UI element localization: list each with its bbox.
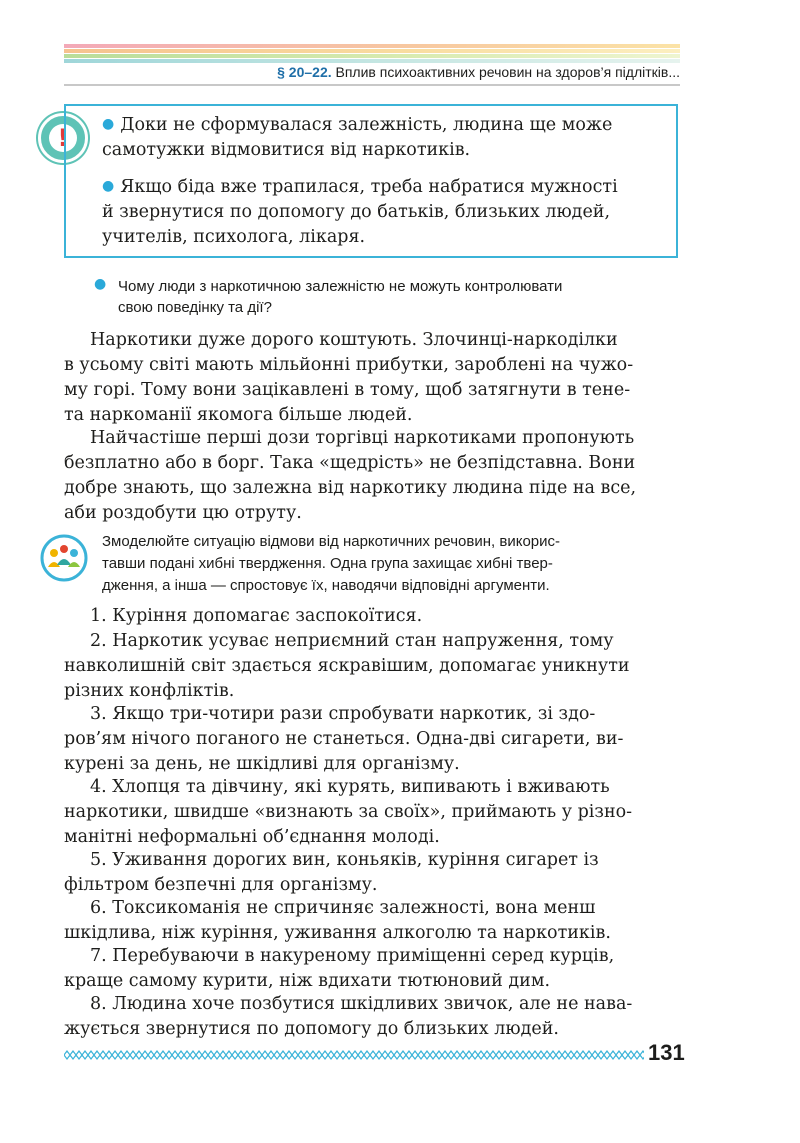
- group-task: Змоделюйте ситуацію відмови від наркотичних речовин, викорис- тавши подані хибні твердження. Одна група захищає хибні твер- дження, а інша — спростовує їх, наводячи відповідні аргументи.: [102, 533, 561, 594]
- paragraph: Наркотики дуже дорого коштують. Злочинці-наркоділки в усьому світі мають мільйонні прибутки, зароблені на чужо- му горі. Тому вони зацікавлені в тому, щоб затягнути в тене- та наркоманії якомога більше людей.: [64, 330, 634, 425]
- statement-4: 4. Хлопця та дівчину, які курять, випивають і вживають наркотики, швидше «визнають за своїх», приймають у різно- манітні неформальні об’єднання молоді.: [64, 777, 633, 847]
- review-question: ● Чому люди з наркотичною залежністю не можуть контролювати свою поведінку та дії?: [94, 276, 563, 316]
- bullet-icon: ●: [94, 276, 107, 292]
- group-work-icon: [40, 534, 88, 582]
- header-divider: [64, 84, 680, 86]
- paragraph: Найчастіше перші дози торгівці наркотиками пропонують безплатно або в борг. Така «щедрість» не безпідставна. Вони добре знають, що залежна від наркотику людина піде на все, аби роздобути цю отруту.: [64, 428, 637, 523]
- running-header: [277, 64, 680, 80]
- header-color-stripes: [64, 44, 680, 66]
- statement-6: 6. Токсикоманія не спричиняє залежності, вона менш шкідлива, ніж куріння, уживання алкоголю та наркотиків.: [64, 898, 611, 943]
- section-title: Вплив психоактивних речовин на здоров’я підлітків...: [335, 64, 680, 80]
- section-number: § 20–22.: [277, 64, 332, 80]
- statement-5: 5. Уживання дорогих вин, коньяків, куріння сигарет із фільтром безпечні для організму.: [64, 850, 599, 895]
- warning-item-2: ● Якщо біда вже трапилася, треба набратися мужності й звернутися по допомогу до батьків, близьких людей, учителів, психолога, лікаря.: [102, 177, 618, 247]
- page-number: 131: [648, 1040, 685, 1065]
- statement-2: 2. Наркотик усуває неприємний стан напруження, тому навколишній світ здається яскравішим, допомагає уникнути різних конфліктів.: [64, 631, 630, 701]
- statement-8: 8. Людина хоче позбутися шкідливих звичок, але не нава- жується звернутися по допомогу до близьких людей.: [64, 994, 633, 1039]
- bullet-icon: ●: [102, 116, 115, 132]
- exclamation-icon: !: [38, 113, 88, 163]
- statement-1: 1. Куріння допомагає заспокоїтися.: [90, 606, 423, 626]
- warning-item-1: ● Доки не сформувалася залежність, людина ще може самотужки відмовитися від наркотиків.: [102, 115, 613, 160]
- footer-ornament: [64, 1048, 644, 1062]
- statement-7: 7. Перебуваючи в накуреному приміщенні серед курців, краще самому курити, ніж вдихати тютюновий дим.: [64, 946, 615, 991]
- statement-3: 3. Якщо три-чотири рази спробувати наркотик, зі здо- ров’ям нічого поганого не станеться. Одна-дві сигарети, ви- курені за день, не шкідливі для організму.: [64, 704, 624, 774]
- bullet-icon: ●: [102, 178, 115, 194]
